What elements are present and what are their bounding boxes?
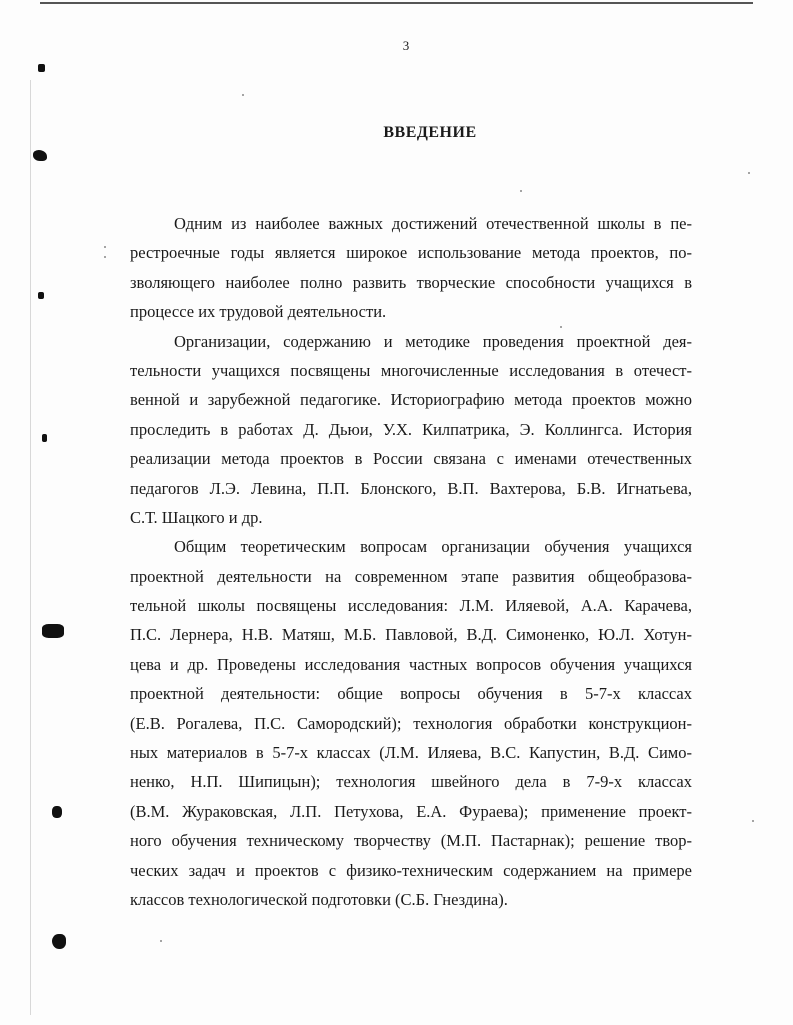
scan-mark	[38, 64, 45, 72]
scan-speck	[748, 172, 750, 174]
text-line: рестроечные годы является широкое использование метода проектов, по-	[130, 243, 692, 263]
scan-mark	[42, 434, 47, 442]
scan-speck	[104, 246, 106, 248]
text-line: проследить в работах Д. Дьюи, У.Х. Килпатрика, Э. Коллингса. История	[130, 419, 692, 439]
paragraph-1	[130, 209, 692, 327]
scan-mark	[42, 624, 64, 638]
text-line: цева и др. Проведены исследования частных вопросов обучения учащихся	[130, 654, 692, 674]
text-line: С.Т. Шацкого и др.	[130, 507, 263, 527]
text-line: Организации, содержанию и методике проведения проектной дея-	[174, 331, 692, 351]
text-line: реализации метода проектов в России связана с именами отечественных	[130, 449, 692, 469]
scan-left-edge	[30, 80, 31, 1015]
text-line: П.С. Лернера, Н.В. Матяш, М.Б. Павловой, В.Д. Симоненко, Ю.Л. Хотун-	[130, 625, 692, 645]
text-line: зволяющего наиболее полно развить творческие способности учащихся в	[130, 272, 692, 292]
text-line: процессе их трудовой деятельности.	[130, 302, 387, 322]
text-line: тельности учащихся посвящены многочисленные исследования в отечест-	[130, 360, 692, 380]
text-line: классов технологической подготовки (С.Б. Гнездина).	[130, 889, 508, 909]
scan-mark	[52, 934, 66, 949]
scan-speck	[520, 190, 522, 192]
scan-speck	[752, 820, 754, 822]
text-line: проектной деятельности на современном этапе развития общеобразова-	[130, 566, 692, 586]
scan-top-edge	[40, 2, 753, 4]
text-line: педагогов Л.Э. Левина, П.П. Блонского, В.П. Вахтерова, Б.В. Игнатьева,	[130, 478, 692, 498]
body-text	[130, 209, 692, 914]
text-line: (В.М. Жураковская, Л.П. Петухова, Е.А. Фураева); применение проект-	[130, 801, 692, 821]
text-line: ческих задач и проектов с физико-техническим содержанием на примере	[130, 860, 692, 880]
scan-mark	[52, 806, 62, 818]
text-line: тельной школы посвящены исследования: Л.М. Иляевой, А.А. Карачева,	[130, 596, 692, 616]
text-line: ненко, Н.П. Шипицын); технология швейного дела в 7-9-х классах	[130, 772, 692, 792]
text-line: ных материалов в 5-7-х классах (Л.М. Иляева, В.С. Капустин, В.Д. Симо-	[130, 743, 692, 763]
text-line: венной и зарубежной педагогике. Историографию метода проектов можно	[130, 390, 692, 410]
text-line: проектной деятельности: общие вопросы обучения в 5-7-х классах	[130, 684, 692, 704]
scan-speck	[242, 94, 244, 96]
text-line: (Е.В. Рогалева, П.С. Самородский); технология обработки конструкцион-	[130, 713, 692, 733]
scan-speck	[104, 256, 106, 258]
text-line: Общим теоретическим вопросам организации обучения учащихся	[174, 537, 692, 557]
section-heading: ВВЕДЕНИЕ	[383, 124, 477, 141]
text-line: ного обучения техническому творчеству (М.П. Пастарнак); решение твор-	[130, 831, 692, 851]
text-line: Одним из наиболее важных достижений отечественной школы в пе-	[174, 214, 692, 233]
scan-mark	[33, 150, 47, 161]
scan-speck	[160, 940, 162, 942]
page-number: 3	[402, 38, 410, 53]
paragraph-3	[130, 532, 692, 914]
paragraph-2	[130, 327, 692, 533]
scan-mark	[38, 292, 44, 299]
